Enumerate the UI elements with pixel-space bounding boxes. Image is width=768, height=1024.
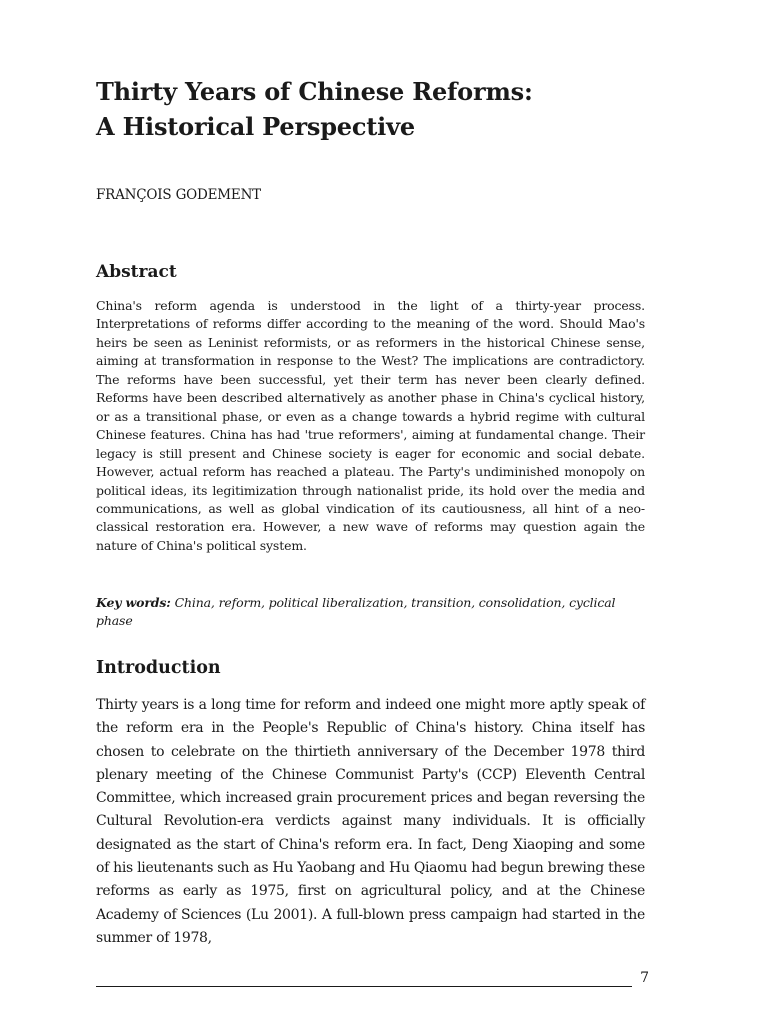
page-footer <box>96 970 649 990</box>
title-line-2: A Historical Perspective <box>96 112 415 141</box>
introduction-heading: Introduction <box>96 658 221 678</box>
introduction-body: Thirty years is a long time for reform and indeed one might more aptly speak of the reform era in the People's Republic of China's history. China itself has chosen to celebrate on the thirtieth anniversary of the December 1978 third plenary meeting of the Chinese Communist Party's (CCP) Eleventh Central Committee, which increased grain procurement prices and began reversing the Cultural Revolution-era verdicts against many individuals. It is officially designated as the start of China's reform era. In fact, Deng Xiaoping and some of his lieutenants such as Hu Yaobang and Hu Qiaomu had begun brewing these reforms as early as 1975, first on agricultural policy, and at the Chinese Academy of Sciences (Lu 2001). A full-blown press campaign had started in the summer of 1978, <box>96 697 645 946</box>
abstract-heading: Abstract <box>96 262 177 282</box>
article-title <box>96 74 645 144</box>
keywords-line <box>96 594 645 630</box>
page-number: 7 <box>640 970 649 986</box>
author-name: FRANÇOIS GODEMENT <box>96 187 261 203</box>
footer-rule <box>96 986 632 987</box>
keywords-text: China, reform, political liberalization, transition, consolidation, cyclical phase <box>96 595 616 628</box>
keywords-label: Key words: <box>96 595 171 610</box>
title-line-1: Thirty Years of Chinese Reforms: <box>96 77 533 106</box>
article-page <box>96 74 645 946</box>
abstract-body: China's reform agenda is understood in the light of a thirty-year process. Interpretations of reforms differ according to the meaning of the word. Should Mao's heirs be seen as Leninist reformists, or as reformers in the historical Chinese sense, aiming at transformation in response to the West? The implications are contradictory. The reforms have been successful, yet their term has never been clearly defined. Reforms have been described alternatively as another phase in China's cyclical history, or as a transitional phase, or even as a change towards a hybrid regime with cultural Chinese features. China has had 'true reformers', aiming at fundamental change. Their legacy is still present and Chinese society is eager for economic and social debate. However, actual reform has reached a plateau. The Party's undiminished monopoly on political ideas, its legitimization through nationalist pride, its hold over the media and communications, as well as global vindication of its cautiousness, all hint of a neo-classical restoration era. However, a new wave of reforms may question again the nature of China's political system. <box>96 298 645 553</box>
